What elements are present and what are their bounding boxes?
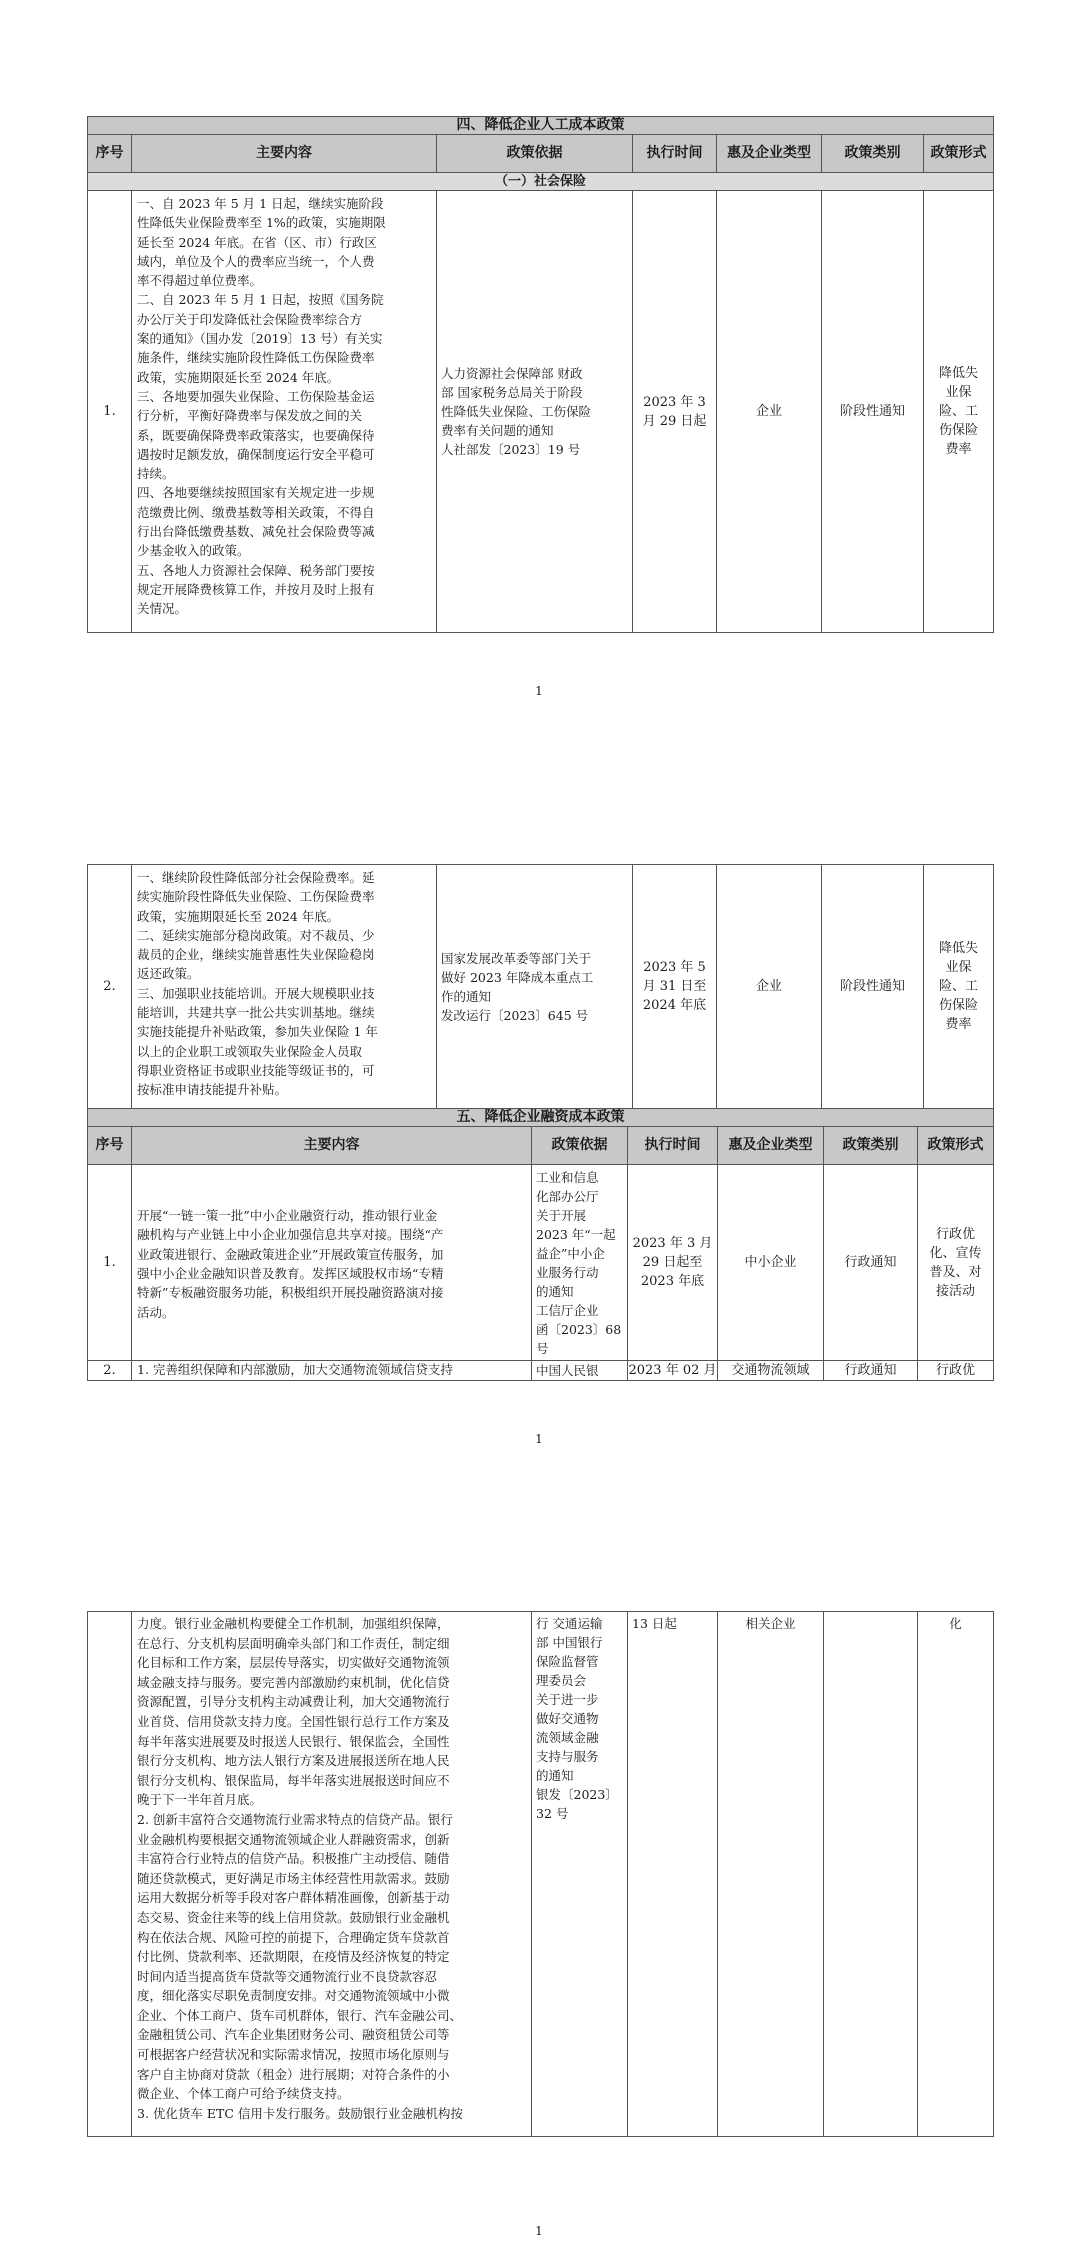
basis-line: 关于开展 xyxy=(536,1207,587,1223)
table-row xyxy=(88,1612,994,2137)
basis-line: 工业和信息 xyxy=(536,1169,599,1185)
row-enterprise-type: 中小企业 xyxy=(718,1165,824,1361)
row-content: 1. 完善组织保障和内部激励，加大交通物流领域信贷支持 xyxy=(132,1361,532,1381)
time-line: 2023 年 3 月 xyxy=(632,1236,713,1251)
content-line: 按标准申请技能提升补贴。 xyxy=(137,1082,288,1098)
row-number xyxy=(88,1612,132,2137)
row-policy-category: 行政通知 xyxy=(824,1361,918,1381)
basis-line: 益企”中小企 xyxy=(536,1245,605,1261)
form-line: 降低失 xyxy=(938,941,978,956)
basis-line: 关于进一步 xyxy=(536,1692,599,1707)
content-line: 系，既要确保降费率政策落实，也要确保待 xyxy=(137,427,375,443)
page-number: 1 xyxy=(535,2224,543,2238)
content-line: 二、延续实施部分稳岗政策。对不裁员、少 xyxy=(137,927,375,943)
basis-line: 行 交通运输 xyxy=(536,1616,603,1631)
time-line: 月 29 日起 xyxy=(642,413,707,429)
time-line: 29 日起至 xyxy=(642,1255,703,1270)
table-row xyxy=(88,191,994,633)
basis-line: 的通知 xyxy=(536,1768,574,1783)
row-number: 2. xyxy=(88,1361,132,1381)
row-enterprise-type: 企业 xyxy=(717,191,822,633)
basis-line: 做好交通物 xyxy=(536,1711,599,1726)
content-line: 微企业、个体工商户可给予续贷支持。 xyxy=(137,2086,350,2102)
content-line: 构在依法合规、风险可控的前提下，合理确定货车贷款首 xyxy=(137,1929,450,1945)
time-line: 2024 年底 xyxy=(642,998,707,1013)
content-line: 二、自 2023 年 5 月 1 日起，按照《国务院 xyxy=(137,292,384,308)
row-number: 2. xyxy=(88,865,132,1109)
row-policy-form: 化 xyxy=(918,1612,994,2137)
content-line: 融机构与产业链上中小企业加强信息共享对接。围绕“产 xyxy=(137,1227,444,1243)
row-policy-basis xyxy=(437,865,633,1109)
row-policy-form xyxy=(918,1165,994,1361)
content-line: 在总行、分支机构层面明确牵头部门和工作责任，制定细 xyxy=(137,1635,450,1651)
content-line: 可根据客户经营状况和实际需求情况，按照市场化原则与 xyxy=(137,2047,450,2063)
section5-title: 五、降低企业融资成本政策 xyxy=(88,1109,994,1127)
row-policy-form xyxy=(924,191,994,633)
content-line: 运用大数据分析等手段对客户群体精准画像，创新基于动 xyxy=(137,1890,450,1906)
content-line: 遇按时足额发放，确保制度运行安全平稳可 xyxy=(137,446,375,462)
content-line: 持续。 xyxy=(137,466,175,482)
time-line: 月 31 日至 xyxy=(642,979,707,994)
content-line: 域金融支持与服务。要完善内部激励约束机制，优化信贷 xyxy=(137,1674,450,1690)
content-line: 3. 优化货车 ETC 信用卡发行服务。鼓励银行业金融机构按 xyxy=(137,2105,463,2121)
basis-line: 部 中国银行 xyxy=(536,1635,603,1650)
time-line: 2023 年 5 xyxy=(643,960,706,975)
content-line: 得职业资格证书或职业技能等级证书的，可 xyxy=(137,1062,375,1078)
form-line: 普及、对 xyxy=(929,1264,982,1280)
content-line: 政策，实施期限延长至 2024 年底。 xyxy=(137,908,340,924)
content-line: 行出台降低缴费基数、减免社会保险费等减 xyxy=(137,524,375,540)
content-line: 范缴费比例、缴费基数等相关政策，不得自 xyxy=(137,504,375,520)
basis-line: 作的通知 xyxy=(441,988,492,1004)
row-policy-category xyxy=(824,1612,918,2137)
time-line: 2023 年底 xyxy=(640,1274,705,1289)
basis-line: 32 号 xyxy=(536,1806,569,1821)
basis-line: 费率有关问题的通知 xyxy=(441,423,554,438)
form-line: 降低失 xyxy=(939,366,979,381)
header-enterprise: 惠及企业类型 xyxy=(718,1127,824,1165)
content-line: 丰富符合行业特点的信贷产品。积极推广主动授信、随借 xyxy=(137,1851,450,1867)
content-line: 特新”专板融资服务功能，积极组织开展投融资路演对接 xyxy=(137,1285,444,1301)
form-line: 费率 xyxy=(945,1017,972,1032)
subsection-title: （一）社会保险 xyxy=(88,173,994,191)
header-seq: 序号 xyxy=(88,1127,132,1165)
form-line: 业保 xyxy=(945,960,972,975)
content-line: 开展“一链一策一批”中小企业融资行动，推动银行业金 xyxy=(137,1208,438,1224)
row-exec-time: 2023 年 02 月 xyxy=(628,1361,718,1381)
content-line: 度，细化落实尽职免责制度安排。对交通物流领域中小微 xyxy=(137,1988,450,2004)
basis-line: 保险监督管 xyxy=(536,1654,599,1669)
content-line: 三、各地要加强失业保险、工伤保险基金运 xyxy=(137,388,375,404)
basis-line: 支持与服务 xyxy=(536,1749,599,1764)
row-policy-basis xyxy=(532,1612,628,2137)
content-line: 付比例、贷款利率、还款期限，在疫情及经济恢复的特定 xyxy=(137,1949,450,1965)
form-line: 行政优 xyxy=(936,1226,976,1242)
page-number: 1 xyxy=(535,1432,543,1446)
content-line: 金融租赁公司、汽车企业集团财务公司、融资租赁公司等 xyxy=(137,2027,450,2043)
content-line: 银行分支机构、银保监局，每半年落实进展报送时间应不 xyxy=(137,1772,450,1788)
basis-line: 的通知 xyxy=(536,1283,574,1299)
content-line: 施条件，继续实施阶段性降低工伤保险费率 xyxy=(137,350,375,366)
row-enterprise-type: 企业 xyxy=(717,865,822,1109)
content-line: 时间内适当提高货车贷款等交通物流行业不良贷款容忍 xyxy=(137,1968,438,1984)
basis-line: 发改运行〔2023〕645 号 xyxy=(441,1007,589,1023)
basis-line: 2023 年“一起 xyxy=(536,1226,616,1242)
content-line: 五、各地人力资源社会保障、税务部门要按 xyxy=(137,562,375,578)
row-number: 1. xyxy=(88,1165,132,1361)
basis-line: 性降低失业保险、工伤保险 xyxy=(441,404,592,419)
content-line: 晚于下一半年首月底。 xyxy=(137,1792,263,1808)
content-line: 率不得超过单位费率。 xyxy=(137,273,263,289)
content-line: 活动。 xyxy=(137,1304,175,1320)
row-content xyxy=(132,865,437,1109)
form-line: 业保 xyxy=(945,385,972,400)
content-line: 域内，单位及个人的费率应当统一，个人费 xyxy=(137,253,375,269)
content-line: 2. 创新丰富符合交通物流行业需求特点的信贷产品。银行 xyxy=(137,1811,453,1827)
basis-line: 国家发展改革委等部门关于 xyxy=(441,950,592,966)
content-line: 实施技能提升补贴政策，参加失业保险 1 年 xyxy=(137,1024,378,1040)
form-line: 化、宣传 xyxy=(929,1245,982,1261)
header-category: 政策类别 xyxy=(824,1127,918,1165)
basis-line: 业服务行动 xyxy=(536,1264,599,1280)
header-form: 政策形式 xyxy=(918,1127,994,1165)
basis-line: 函〔2023〕68 xyxy=(536,1321,622,1337)
header-time: 执行时间 xyxy=(628,1127,718,1165)
content-line: 客户自主协商对贷款（租金）进行展期；对符合条件的小 xyxy=(137,2066,450,2082)
row-policy-category: 阶段性通知 xyxy=(822,191,924,633)
content-line: 业政策进银行、金融政策进企业”开展政策宣传服务，加 xyxy=(137,1246,444,1262)
form-line: 险、工 xyxy=(939,404,979,419)
form-line: 险、工 xyxy=(938,979,978,994)
row-policy-form: 行政优 xyxy=(918,1361,994,1381)
row-policy-form xyxy=(924,865,994,1109)
content-line: 关情况。 xyxy=(137,601,188,617)
row-content xyxy=(132,1612,532,2137)
table-row xyxy=(88,1165,994,1361)
basis-line: 做好 2023 年降成本重点工 xyxy=(441,969,594,985)
content-line: 强中小企业金融知识普及教育。发挥区域股权市场“专精 xyxy=(137,1266,444,1281)
content-line: 延长至 2024 年底。在省（区、市）行政区 xyxy=(137,234,377,250)
content-line: 四、各地要继续按照国家有关规定进一步规 xyxy=(137,485,375,501)
content-line: 三、加强职业技能培训。开展大规模职业技 xyxy=(137,985,375,1001)
row-enterprise-type: 相关企业 xyxy=(718,1612,824,2137)
content-line: 案的通知》（国办发〔2019〕13 号）有关实 xyxy=(137,331,383,347)
content-line: 行分析，平衡好降费率与保发放之间的关 xyxy=(137,408,363,424)
table-row xyxy=(88,865,994,1109)
section5-table xyxy=(87,1108,993,1381)
basis-line: 理委员会 xyxy=(536,1673,587,1688)
header-basis: 政策依据 xyxy=(437,135,633,173)
page3-table xyxy=(87,1611,993,2137)
content-line: 一、自 2023 年 5 月 1 日起，继续实施阶段 xyxy=(137,196,384,211)
content-line: 能培训，共建共享一批公共实训基地。继续 xyxy=(137,1005,375,1021)
content-line: 办公厅关于印发降低社会保险费率综合方 xyxy=(137,311,363,327)
basis-line: 化部办公厅 xyxy=(536,1188,599,1204)
row-enterprise-type: 交通物流领域 xyxy=(718,1361,824,1381)
content-line: 业金融机构要根据交通物流领域企业人群融资需求，创新 xyxy=(137,1831,450,1847)
content-line: 力度。银行业金融机构要健全工作机制，加强组织保障， xyxy=(137,1616,450,1631)
page-number: 1 xyxy=(535,684,543,698)
row-policy-category: 阶段性通知 xyxy=(822,865,924,1109)
basis-line: 人社部发〔2023〕19 号 xyxy=(441,442,581,457)
page2-table-row2 xyxy=(87,864,993,1109)
header-time: 执行时间 xyxy=(633,135,717,173)
basis-line: 流领域金融 xyxy=(536,1730,599,1745)
content-line: 一、继续阶段性降低部分社会保险费率。延 xyxy=(137,870,375,885)
basis-line: 部 国家税务总局关于阶段 xyxy=(441,385,583,400)
content-line: 裁员的企业，继续实施普惠性失业保险稳岗 xyxy=(137,947,375,963)
header-content: 主要内容 xyxy=(132,135,437,173)
content-line: 银行分支机构、地方法人银行方案及进展报送所在地人民 xyxy=(137,1753,450,1769)
form-line: 费率 xyxy=(945,442,972,457)
form-line: 接活动 xyxy=(936,1283,976,1299)
basis-line: 工信厅企业 xyxy=(536,1302,599,1318)
basis-line: 号 xyxy=(536,1340,549,1356)
content-line: 政策，实施期限延长至 2024 年底。 xyxy=(137,369,340,385)
content-line: 化目标和工作方案，层层传导落实，切实做好交通物流领 xyxy=(137,1655,450,1671)
row-content xyxy=(132,191,437,633)
row-policy-basis xyxy=(532,1165,628,1361)
content-line: 续实施阶段性降低失业保险、工伤保险费率 xyxy=(137,889,375,905)
row-exec-time xyxy=(633,191,717,633)
header-category: 政策类别 xyxy=(822,135,924,173)
content-line: 性降低失业保险费率至 1%的政策，实施期限 xyxy=(137,215,386,231)
row-content xyxy=(132,1165,532,1361)
basis-line: 银发〔2023〕 xyxy=(536,1787,618,1802)
content-line: 少基金收入的政策。 xyxy=(137,543,250,559)
content-line: 企业、个体工商户、货车司机群体，银行、汽车金融公司、 xyxy=(137,2007,463,2023)
content-line: 每半年落实进展要及时报送人民银行、银保监会，全国性 xyxy=(137,1733,450,1749)
content-line: 随还贷款模式，更好满足市场主体经营性用款需求。鼓励 xyxy=(137,1870,450,1886)
form-line: 伤保险 xyxy=(938,998,978,1013)
time-line: 2023 年 3 xyxy=(643,394,706,410)
row-exec-time xyxy=(633,865,717,1109)
content-line: 态交易、资金往来等的线上信用贷款。鼓励银行业金融机 xyxy=(137,1909,450,1925)
header-basis: 政策依据 xyxy=(532,1127,628,1165)
row-number: 1. xyxy=(88,191,132,633)
header-content: 主要内容 xyxy=(132,1127,532,1165)
content-line: 业首贷、信用贷款支持力度。全国性银行总行工作方案及 xyxy=(137,1713,450,1729)
section4-title: 四、降低企业人工成本政策 xyxy=(88,117,994,135)
row-exec-time xyxy=(628,1165,718,1361)
header-form: 政策形式 xyxy=(924,135,994,173)
form-line: 伤保险 xyxy=(939,423,979,438)
row-policy-basis: 中国人民银 xyxy=(532,1361,628,1381)
content-line: 规定开展降费核算工作，并按月及时上报有 xyxy=(137,581,375,597)
header-seq: 序号 xyxy=(88,135,132,173)
table-row xyxy=(88,1361,994,1381)
content-line: 资源配置，引导分支机构主动减费让利，加大交通物流行 xyxy=(137,1694,450,1710)
section4-table xyxy=(87,116,993,633)
header-enterprise: 惠及企业类型 xyxy=(717,135,822,173)
content-line: 返还政策。 xyxy=(137,966,200,982)
content-line: 以上的企业职工或领取失业保险金人员取 xyxy=(137,1043,363,1059)
row-exec-time: 13 日起 xyxy=(628,1612,718,2137)
row-policy-category: 行政通知 xyxy=(824,1165,918,1361)
row-policy-basis xyxy=(437,191,633,633)
basis-line: 人力资源社会保障部 财政 xyxy=(441,366,583,381)
